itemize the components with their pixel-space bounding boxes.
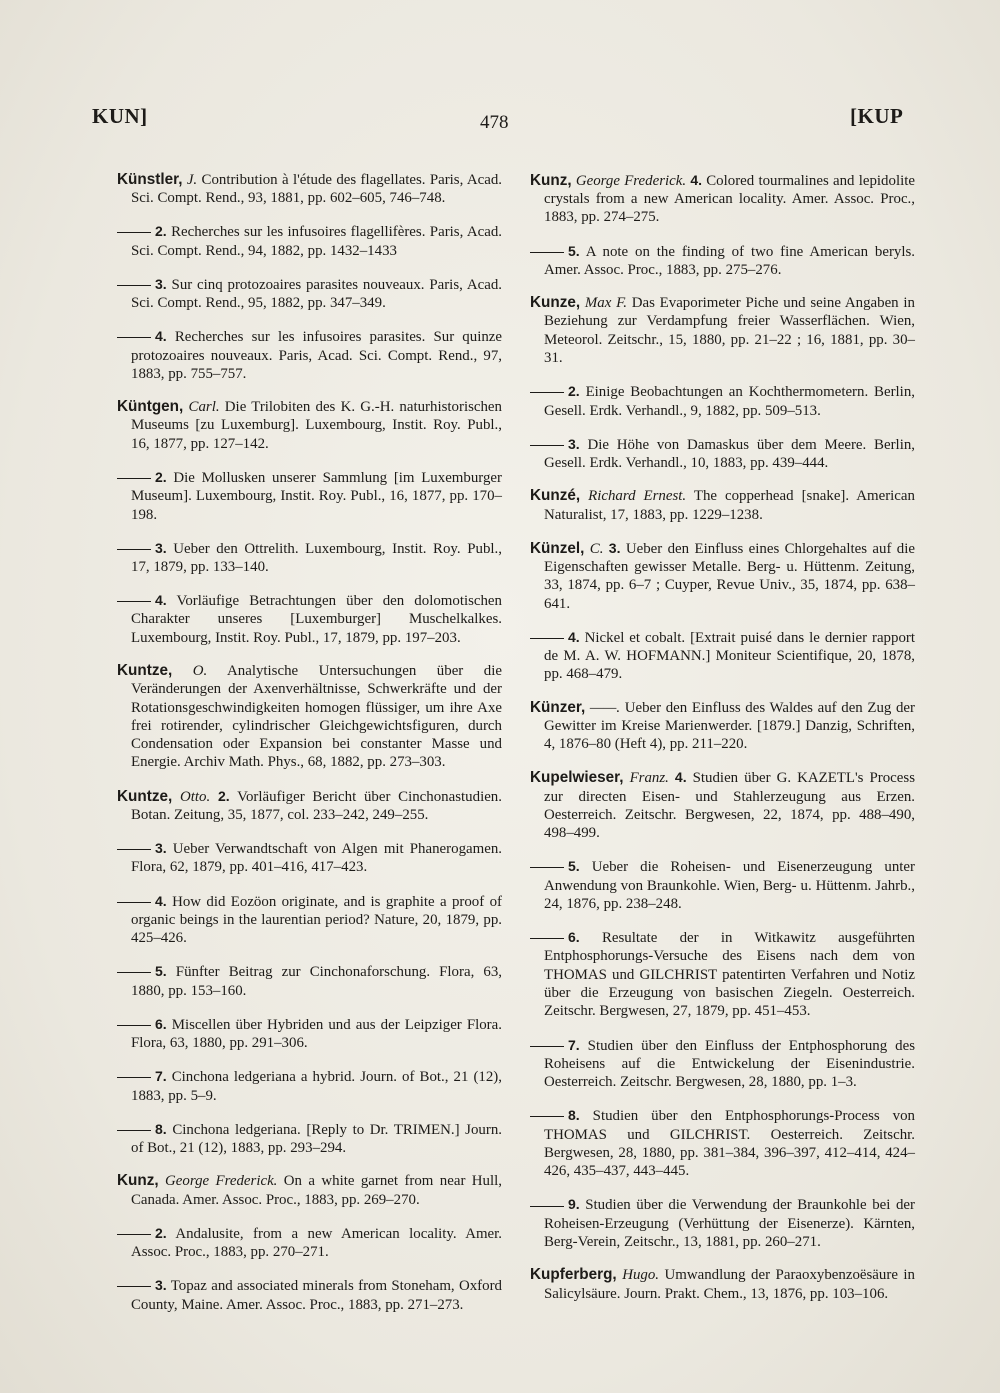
entry-author: Kunzé, xyxy=(530,487,581,505)
bibliography-entry xyxy=(530,768,915,842)
bibliography-entry xyxy=(530,487,915,524)
entry-text: Studien über die Verwendung der Braunkohle bei der Roheisen-Erzeugung (Verhüttung der Eisenerze). Kärnten, Berg-Verein, Zeitschr., 13, 1881, pp. 260–271. xyxy=(544,1197,915,1251)
bibliography-entry xyxy=(131,1067,502,1105)
page-number: 478 xyxy=(480,112,509,133)
entry-text: Vorläufige Betrachtungen über den dolomotischen Charakter unseres [Luxemburger] Muschelkalkes. Luxembourg, Instit. Roy. Publ., 17, 1879, pp. 197–203. xyxy=(131,593,502,646)
entry-number: 2. xyxy=(217,787,230,804)
ditto-rule xyxy=(117,549,151,550)
ditto-rule xyxy=(117,1234,151,1235)
entry-number: 8. xyxy=(568,1107,580,1124)
entry-text: Miscellen über Hybriden und aus der Leipziger Flora. Flora, 63, 1880, pp. 291–306. xyxy=(131,1016,502,1052)
entry-number: 3. xyxy=(155,1277,167,1294)
bibliography-entry xyxy=(117,170,502,208)
bibliography-entry xyxy=(117,787,502,825)
ditto-rule xyxy=(117,601,151,602)
entry-number: 3. xyxy=(568,435,580,452)
entry-number: 3. xyxy=(155,840,167,857)
entry-given-name: Otto. xyxy=(180,788,211,805)
ditto-rule xyxy=(117,232,151,233)
bibliography-entry xyxy=(131,275,502,313)
entry-text: Recherches sur les infusoires parasites. Sur quinze protozoaires nouveaux. Paris, Acad. Sci. Compt. Rend., 97, 1883, pp. 755–757. xyxy=(131,329,502,382)
entry-given-name: Franz. xyxy=(629,770,669,787)
entry-text: Studien über G. KAZETL's Process zur directen Eisen- und Stahlerzeugung aus Erzen. Oesterreich. Zeitschr. Bergwesen, 22, 1874, pp. 488–490, 498–499. xyxy=(544,770,915,842)
bibliography-entry xyxy=(530,1266,915,1303)
entry-text: Das Evaporimeter Piche und seine Angaben in Beziehung zur Verdampfung freier Wasserflächen. Wien, Meteorol. Zeitschr., 15, 1880, pp. 21–22 ; 16, 1881, pp. 30–31. xyxy=(544,295,915,367)
entry-author: Kunz, xyxy=(117,1172,159,1190)
entry-text: Cinchona ledgeriana. [Reply to Dr. TRIMEN.] Journ. of Bot., 21 (12), 1883, pp. 293–294. xyxy=(131,1121,502,1157)
bibliography-entry xyxy=(544,435,915,473)
bibliography-entry xyxy=(544,242,915,280)
entry-text: Contribution à l'étude des flagellates. Paris, Acad. Sci. Compt. Rend., 93, 1881, pp. 602–605, 746–748. xyxy=(131,171,502,207)
entry-author: Küntgen, xyxy=(117,398,184,416)
right-column xyxy=(530,156,915,1303)
bibliography-entry xyxy=(544,1195,915,1251)
bibliography-entry xyxy=(131,327,502,383)
running-head-right: [KUP xyxy=(850,104,904,128)
entry-text: A note on the finding of two fine American beryls. Amer. Assoc. Proc., 1883, pp. 275–276. xyxy=(544,243,915,278)
entry-author: Kuntze, xyxy=(117,787,173,805)
bibliography-entry xyxy=(131,222,502,260)
entry-text: How did Eozöon originate, and is graphite a proof of organic beings in the laurentian period? Nature, 20, 1879, pp. 425–426. xyxy=(131,893,502,947)
ditto-rule xyxy=(117,1025,151,1026)
entry-number: 4. xyxy=(155,592,167,609)
entry-number: 9. xyxy=(568,1196,580,1213)
ditto-rule xyxy=(117,285,151,286)
bibliography-entry xyxy=(544,382,915,420)
ditto-rule xyxy=(530,1116,564,1117)
entry-author: Künzel, xyxy=(530,539,585,557)
bibliography-entry xyxy=(544,857,915,913)
bibliography-entry xyxy=(131,591,502,647)
entry-number: 4. xyxy=(155,892,167,909)
entry-number: 6. xyxy=(568,929,580,946)
entry-number: 5. xyxy=(568,242,580,259)
entry-text: Vorläufiger Bericht über Cinchonastudien. Botan. Zeitung, 35, 1877, col. 233–242, 249–255. xyxy=(131,788,502,823)
ditto-rule xyxy=(530,638,564,639)
bibliography-entry xyxy=(131,892,502,948)
entry-number: 3. xyxy=(155,539,167,556)
bibliography-entry xyxy=(131,1276,502,1314)
ditto-rule xyxy=(530,445,564,446)
entry-text: Ueber den Einfluss eines Chlorgehaltes auf die Eigenschaften gewisser Metalle. Berg- u. Hüttenm. Zeitung, 33, 1874, pp. 6–7 ; Cuyper, Revue Univ., 35, 1874, pp. 638–641. xyxy=(544,540,915,612)
entry-author: Kupelwieser, xyxy=(530,769,624,787)
entry-number: 8. xyxy=(155,1120,167,1137)
entry-number: 4. xyxy=(155,328,167,345)
entry-given-name: ——. xyxy=(589,699,621,716)
ditto-rule xyxy=(530,252,564,253)
entry-given-name: Max F. xyxy=(584,295,627,312)
bibliography-entry xyxy=(117,1172,502,1209)
entry-text: Studien über den Einfluss der Entphosphorung des Roheisens auf die Entwickelung der Eisenindustrie. Oesterreich. Zeitschr. Bergwesen, 28, 1880, pp. 1–3. xyxy=(544,1037,915,1091)
bibliography-entry xyxy=(131,1015,502,1053)
ditto-rule xyxy=(117,972,151,973)
entry-author: Künzer, xyxy=(530,698,586,716)
entry-text: Die Mollusken unserer Sammlung [im Luxemburger Museum]. Luxembourg, Instit. Roy. Publ., 16, 1877, pp. 170–198. xyxy=(131,469,502,523)
entry-given-name: George Frederick. xyxy=(165,1173,278,1190)
ditto-rule xyxy=(530,938,564,939)
bibliography-entry xyxy=(131,1120,502,1158)
running-head-left: KUN] xyxy=(92,104,148,128)
entry-given-name: George Frederick. xyxy=(575,172,687,189)
ditto-rule xyxy=(530,867,564,868)
ditto-rule xyxy=(117,478,151,479)
bibliography-entry xyxy=(544,928,915,1020)
entry-number: 2. xyxy=(155,1224,167,1241)
bibliography-entry xyxy=(530,539,915,613)
entry-number: 2. xyxy=(155,223,167,240)
entry-text: On a white garnet from near Hull, Canada. Amer. Assoc. Proc., 1883, pp. 269–270. xyxy=(131,1173,502,1208)
ditto-rule xyxy=(117,902,151,903)
entry-text: Ueber Verwandtschaft von Algen mit Phanerogamen. Flora, 62, 1879, pp. 401–416, 417–423. xyxy=(131,841,502,876)
left-column xyxy=(117,156,502,1314)
entry-text: Ueber den Ottrelith. Luxembourg, Instit. Roy. Publ., 17, 1879, pp. 133–140. xyxy=(131,540,502,575)
bibliography-entry xyxy=(530,171,915,227)
entry-number: 3. xyxy=(155,275,167,292)
entry-number: 4. xyxy=(674,769,687,786)
entry-number: 6. xyxy=(155,1015,167,1032)
bibliography-entry xyxy=(117,661,503,772)
entry-text: Ueber die Roheisen- und Eisenerzeugung unter Anwendung von Braunkohle. Wien, Berg- u. Hüttenm. Jahrb., 24, 1876, pp. 238–248. xyxy=(544,859,915,912)
bibliography-entry xyxy=(530,698,915,754)
ditto-rule xyxy=(117,1286,151,1287)
bibliography-entry xyxy=(131,468,502,524)
bibliography-entry xyxy=(131,839,502,877)
bibliography-entry xyxy=(131,539,502,577)
entry-text: Cinchona ledgeriana a hybrid. Journ. of Bot., 21 (12), 1883, pp. 5–9. xyxy=(131,1069,502,1104)
entry-given-name: Hugo. xyxy=(622,1267,659,1284)
entry-number: 7. xyxy=(568,1036,580,1053)
entry-text: Einige Beobachtungen an Kochthermometern. Berlin, Gesell. Erdk. Verhandl., 9, 1882, pp. 509–513. xyxy=(544,384,915,419)
entry-text: Resultate der in Witkawitz ausgeführten Entphosphorungs-Versuche des Eisens nach dem von THOMAS und GILCHRIST patentirten Verfahren und Notiz über die Erzeugung von basischen Ziegeln. Oesterreich. Zeitschr. Bergwesen, 27, 1879, pp. 451–453. xyxy=(544,930,915,1020)
ditto-rule xyxy=(117,1130,151,1131)
bibliography-entry xyxy=(131,1224,502,1262)
entry-given-name: C. xyxy=(589,540,604,557)
entry-number: 5. xyxy=(155,963,167,980)
entry-author: Kunze, xyxy=(530,294,581,312)
entry-text: Studien über den Entphosphorungs-Process von THOMAS und GILCHRIST. Oesterreich. Zeitschr. Bergwesen, 28, 1880, pp. 381–384, 396–397, 412–414, 424–426, 435–437, 443–445. xyxy=(544,1108,915,1180)
entry-text: Die Trilobiten des K. G.-H. naturhistorischen Museums [zu Luxemburg]. Luxembourg, Instit. Roy. Publ., 16, 1877, pp. 127–142. xyxy=(131,399,502,452)
entry-text: Ueber den Einfluss des Waldes auf den Zug der Gewitter im Kreise Marienwerder. [1879.] Danzig, Schriften, 4, 1876–80 (Heft 4), pp. 211–220. xyxy=(544,699,915,753)
entry-number: 5. xyxy=(568,858,580,875)
entry-number: 7. xyxy=(155,1068,167,1085)
entry-text: Andalusite, from a new American locality. Amer. Assoc. Proc., 1883, pp. 270–271. xyxy=(131,1225,503,1261)
entry-author: Künstler, xyxy=(117,170,183,188)
entry-author: Kuntze, xyxy=(117,661,173,679)
bibliography-entry xyxy=(544,1106,915,1180)
entry-text: Recherches sur les infusoires flagellifères. Paris, Acad. Sci. Compt. Rend., 94, 1882, pp. 1432–1433 xyxy=(131,224,502,259)
entry-text: Topaz and associated minerals from Stoneham, Oxford County, Maine. Amer. Assoc. Proc., 1883, pp. 271–273. xyxy=(131,1278,502,1313)
entry-text: Fünfter Beitrag zur Cinchonaforschung. Flora, 63, 1880, pp. 153–160. xyxy=(131,964,502,999)
ditto-rule xyxy=(117,849,151,850)
entry-given-name: O. xyxy=(192,662,208,679)
ditto-rule xyxy=(530,392,564,393)
entry-text: Nickel et cobalt. [Extrait puisé dans le dernier rapport de M. A. W. HOFMANN.] Moniteur Scientifique, 20, 1878, pp. 468–479. xyxy=(544,629,915,683)
entry-number: 2. xyxy=(568,383,580,400)
ditto-rule xyxy=(530,1046,564,1047)
bibliography-entry xyxy=(530,294,915,367)
entry-number: 4. xyxy=(690,171,703,188)
bibliography-entry xyxy=(544,628,915,684)
entry-number: 3. xyxy=(608,539,621,556)
entry-given-name: J. xyxy=(186,171,198,188)
bibliography-entry xyxy=(131,962,502,1000)
bibliography-entry xyxy=(117,398,502,453)
ditto-rule xyxy=(117,337,151,338)
entry-given-name: Carl. xyxy=(188,399,220,416)
entry-author: Kunz, xyxy=(530,171,572,189)
entry-number: 2. xyxy=(155,468,167,485)
entry-given-name: Richard Ernest. xyxy=(588,488,687,505)
entry-text: Sur cinq protozoaires parasites nouveaux. Paris, Acad. Sci. Compt. Rend., 95, 1882, pp. 347–349. xyxy=(131,276,502,312)
entry-text: Die Höhe von Damaskus über dem Meere. Berlin, Gesell. Erdk. Verhandl., 10, 1883, pp. 439–444. xyxy=(544,436,916,472)
ditto-rule xyxy=(530,1206,564,1207)
bibliography-entry xyxy=(544,1036,915,1092)
entry-text: Analytische Untersuchungen über die Veränderungen der Axenverhältnisse, Schwerkräfte und der Rotationsgeschwindigkeiten homogen flüssiger, um ihre Axe frei rotirender, cylindrischer Gleichgewichtsfiguren, durch Condensation oder Expansion bei constanter Masse und Energie. Archiv Math. Phys., 68, 1882, pp. 273–303. xyxy=(131,662,503,771)
entry-author: Kupferberg, xyxy=(530,1266,617,1284)
ditto-rule xyxy=(117,1077,151,1078)
entry-number: 4. xyxy=(568,628,580,645)
entry-text: The copperhead [snake]. American Naturalist, 17, 1883, pp. 1229–1238. xyxy=(544,488,915,523)
entry-text: Colored tourmalines and lepidolite crystals from a new American locality. Amer. Assoc. Proc., 1883, pp. 274–275. xyxy=(544,172,915,226)
entry-text: Umwandlung der Paraoxybenzoësäure in Salicylsäure. Journ. Prakt. Chem., 13, 1876, pp. 103–106. xyxy=(544,1267,915,1302)
